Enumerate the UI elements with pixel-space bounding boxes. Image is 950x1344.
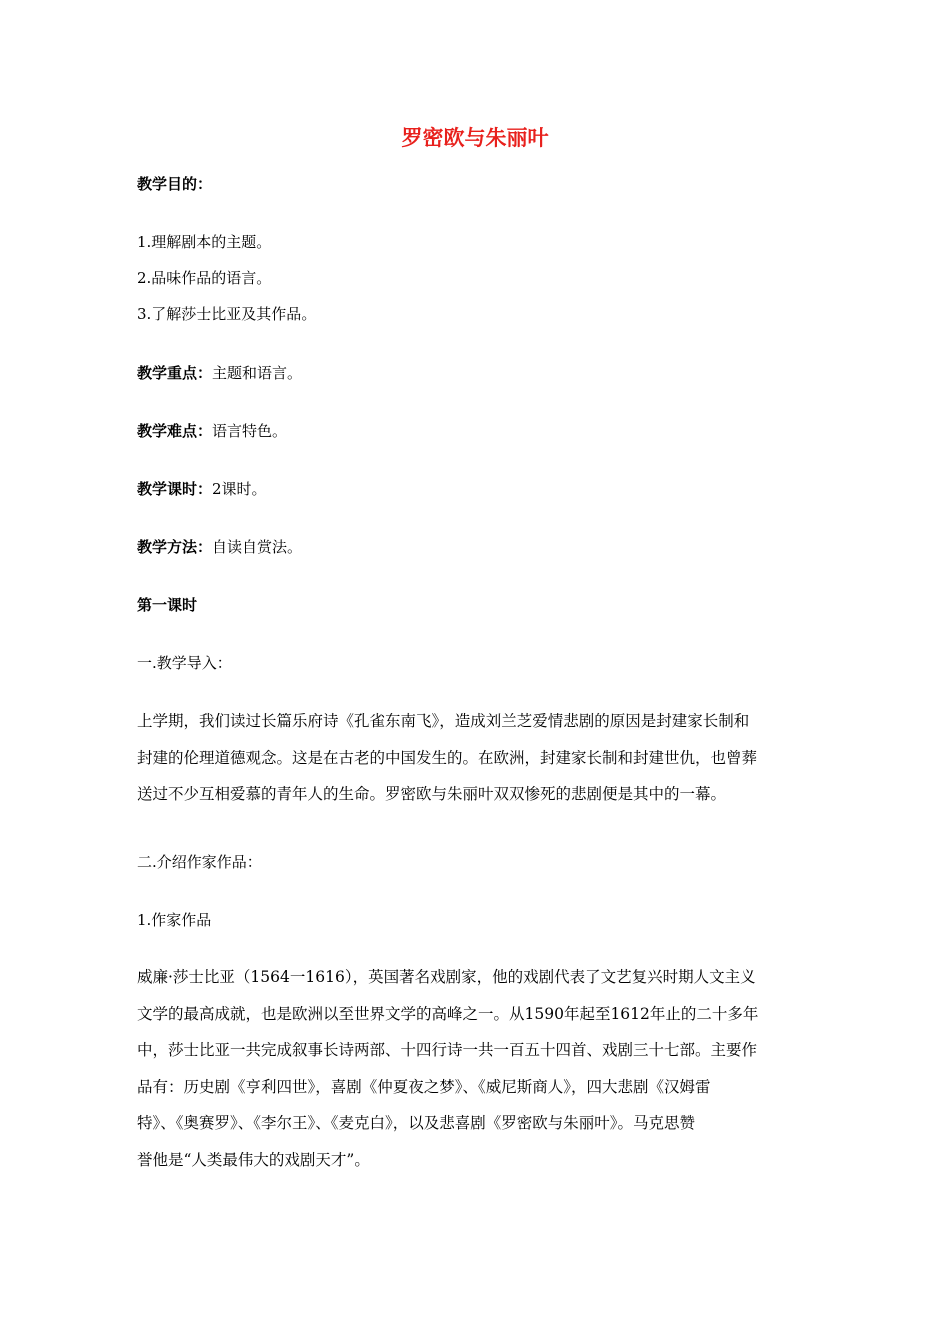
paragraph-line: 文学的最高成就，也是欧洲以至世界文学的高峰之一。从1590年起至1612年止的二十多年 [137,1004,759,1023]
paragraph-line: 封建的伦理道德观念。这是在古老的中国发生的。在欧洲，封建家长制和封建世仇，也曾葬 [137,748,758,767]
method-row [137,537,302,557]
paragraph-line: 中，莎士比亚一共完成叙事长诗两部、十四行诗一共一百五十四首、戏剧三十七部。主要作 [137,1041,758,1059]
hours-value: 2课时。 [212,480,267,498]
paragraph-line: 送过不少互相爱慕的青年人的生命。罗密欧与朱丽叶双双惨死的悲剧便是其中的一幕。 [137,785,727,803]
intro-paragraph [137,703,827,813]
objective-item: 1.理解剧本的主题。 [137,233,272,251]
document-title: 罗密欧与朱丽叶 [401,126,549,150]
difficulty-label: 教学难点： [137,422,213,440]
difficulty-value: 语言特色。 [212,422,288,440]
author-section-heading: 二.介绍作家作品： [137,853,262,871]
objectives-heading: 教学目的： [137,175,213,193]
paragraph-line: 上学期，我们读过长篇乐府诗《孔雀东南飞》，造成刘兰芝爱情悲剧的原因是封建家长制和 [137,712,750,730]
paragraph-line: 威廉·莎士比亚（1564一1616），英国著名戏剧家，他的戏剧代表了文艺复兴时期人文主义 [137,968,756,986]
difficulty-row [137,421,287,441]
objective-item: 3.了解莎士比亚及其作品。 [137,305,317,323]
key-points-label: 教学重点： [137,364,213,382]
objective-item: 2.品味作品的语言。 [137,269,272,287]
method-value: 自读自赏法。 [212,538,303,556]
key-points-row [137,363,302,383]
lesson1-heading: 第一课时 [137,596,198,614]
method-label: 教学方法： [137,538,213,556]
paragraph-line: 品有：历史剧《亨利四世》，喜剧《仲夏夜之梦》、《威尼斯商人》，四大悲剧《汉姆雷 [137,1077,711,1096]
author-paragraph [137,959,827,1178]
key-points-value: 主题和语言。 [212,364,303,382]
intro-heading: 一.教学导入： [137,654,232,672]
hours-row [137,479,267,499]
author-sub-heading: 1.作家作品 [137,911,212,929]
paragraph-line: 誉他是“人类最伟大的戏剧天才”。 [137,1150,370,1169]
paragraph-line: 特》、《奥赛罗》、《李尔王》、《麦克白》，以及悲喜剧《罗密欧与朱丽叶》。马克思赞 [137,1114,696,1132]
hours-label: 教学课时： [137,480,213,498]
